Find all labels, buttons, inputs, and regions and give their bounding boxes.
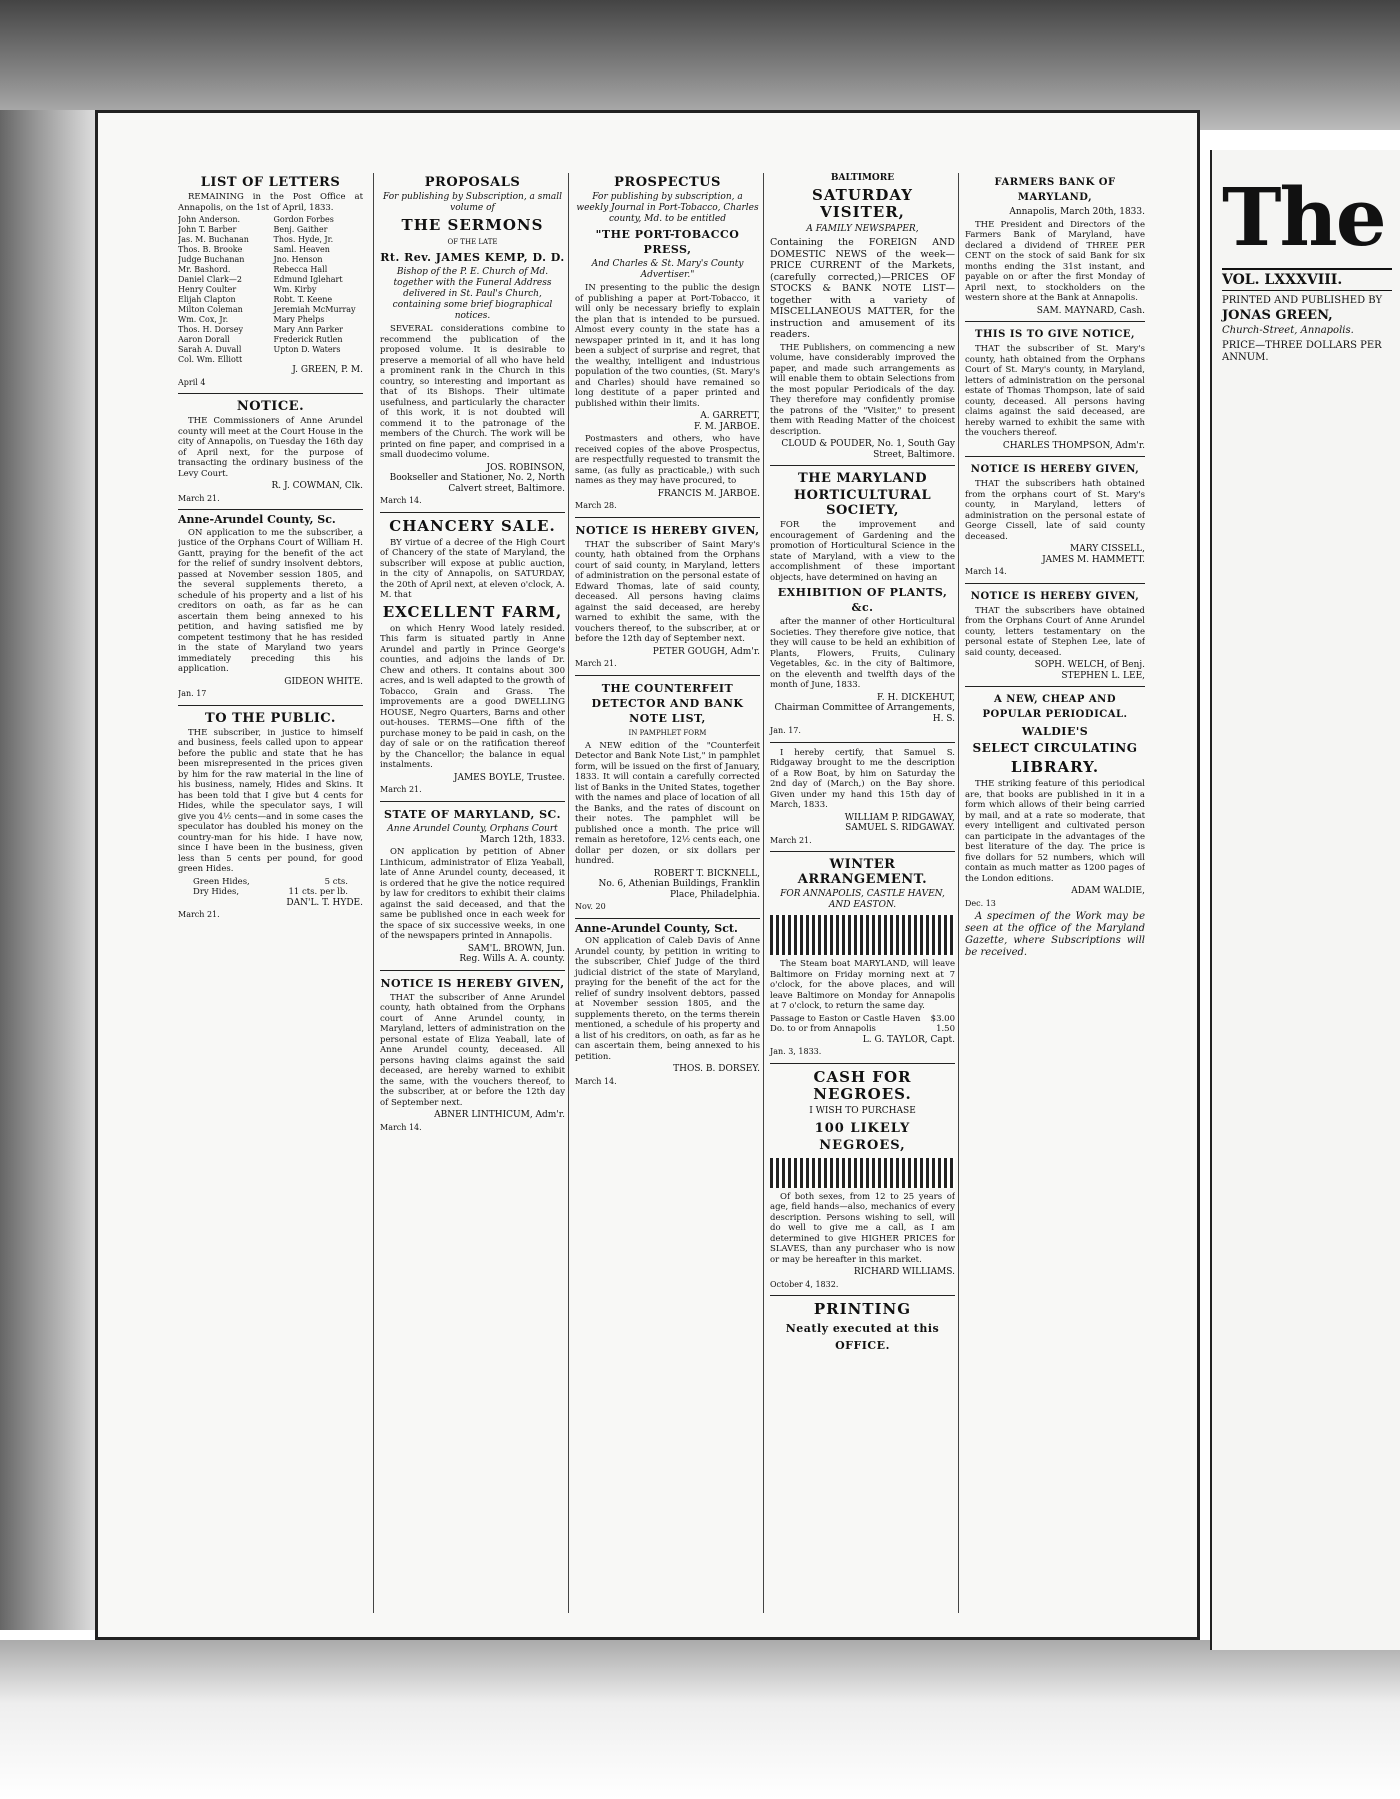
list-item: Jeremiah McMurray [273,305,356,314]
list-item: Daniel Clark—2 [178,275,242,284]
list-item: Upton D. Waters [273,345,341,354]
waldie-heading-2: SELECT CIRCULATING [972,741,1138,755]
notice-signature: SOPH. WELCH, of Benj. [1034,660,1145,670]
printing-office: OFFICE. [835,1339,890,1352]
state-signature: SAM'L. BROWN, Jun. [467,943,565,954]
list-item: Col. Wm. Elliott [178,355,243,364]
county-signature: THOS. B. DORSEY. [673,1064,760,1074]
list-item: Thos. H. Dorsey [178,325,243,334]
proposals-signature-2: Bookseller and Stationer, No. 2, North Calvert street, Baltimore. [389,473,565,494]
winter-date: Jan. 3, 1833. [770,1047,822,1056]
list-item: Mary Ann Parker [273,325,343,334]
prospectus-title-sub: And Charles & St. Mary's County Advertiser." [591,259,744,280]
list-item: Edmund Iglehart [273,275,343,284]
county-heading: Anne-Arundel County, Sc. [178,513,336,526]
steamboat-illustration [770,915,955,955]
list-item: Jno. Henson [273,255,323,264]
book-spine-edge [0,110,95,1630]
notice-signature: R. J. COWMAN, Clk. [271,481,363,491]
cash-date: October 4, 1832. [770,1279,839,1289]
scan-background-bottom [0,1640,1400,1799]
farm-text: on which Henry Wood lately resided. This farm is situated partly in Anne Arundel and partly in Prince George's counties, and adjoins the lands of Dr. Chew and others. It contains about 300 acres, and is well adapted to the growth of Tobacco, Grain and Grass. The improvements are a good DWELLING HOUSE, Negro Quarters, Barns and other out-houses. TERMS—One fifth of the purchase money to be paid in cash, on the day of sale or on the ratification thereof by the Chancellor; the balance in equal instalments. [380,623,565,770]
notice-text: THAT the subscribers hath obtained from the orphans court of St. Mary's county, in Maryland, letters of administration on the personal estate of George Cissell, late of said county deceased. [965,479,1145,542]
notice-signature-2: STEPHEN L. LEE, [1061,670,1145,681]
exhibition-date: Jan. 17. [770,726,801,735]
notice-text: THE Commissioners of Anne Arundel county will meet at the Court House in the city of Annapolis, on Tuesday the 16th day of April next, for the purpose of transacting the ordinary business of the Levy Court. [178,416,363,479]
detector-signature: ROBERT T. BICKNELL, [653,868,760,879]
advert-illustration [770,1158,955,1188]
detector-date: Nov. 20 [575,902,606,911]
price-label: Green Hides, [193,876,250,887]
list-item: Benj. Gaither [273,225,328,234]
county-date: Jan. 17 [178,689,207,698]
list-item: John T. Barber [178,225,237,234]
exhibition-heading: EXHIBITION OF PLANTS, &c. [777,586,948,614]
sermons-title: THE SERMONS [401,216,544,234]
list-item: Thos. B. Brooke [178,245,243,254]
list-item: Saml. Heaven [273,245,330,254]
waldie-text: THE striking feature of this periodical are, that books are published in it in a form which allows of their being carried by mail, and at a rate so moderate, that every intelligent and cultivated person can participate in the advantages of the best literature of the day. The price is five dollars for 52 numbers, which will contain as much matter as 1200 pages of the London editions. [965,779,1145,884]
list-item: Judge Buchanan [178,255,245,264]
waldie-signature: ADAM WALDIE, [1071,886,1145,896]
proposals-signature: JOS. ROBINSON, [486,462,565,473]
farm-heading: EXCELLENT FARM, [382,602,563,621]
waldie-heading-3: LIBRARY. [1010,758,1100,776]
prospectus-signature: A. GARRETT, [700,411,760,421]
county-signature: GIDEON WHITE. [284,676,363,687]
bishop-name: Rt. Rev. JAMES KEMP, D. D. [380,251,565,264]
detector-text: A NEW edition of the "Counterfeit Detector and Bank Note List," in pamphlet form, will be issued on the first of January, 1833. It will contain a carefully corrected list of Banks in the United States, together with the names and place of location of all the Banks, and the rates of discount on their notes. The pamphlet will be published once a month. The price will remain as heretofore, 12½ cents each, one dollar per dozen, or six dollars per hundred. [575,740,760,866]
horticultural-heading-2: HORTICULTURAL SOCIETY, [793,488,932,518]
fare-value: $3.00 [930,1013,955,1024]
list-item: Gordon Forbes [273,215,334,224]
list-item: Mr. Bashord. [178,265,231,274]
printing-heading: PRINTING [813,1300,912,1318]
list-item: Jas. M. Buchanan [178,235,249,244]
list-item: Aaron Dorall [178,335,230,344]
farm-signature: JAMES BOYLE, Trustee. [453,772,565,783]
notice-date: March 14. [380,1122,422,1132]
chancery-text: BY virtue of a decree of the High Court of Chancery of the state of Maryland, the subscriber will expose at public auction, in the city of Annapolis, on SATURDAY, the 20th of April next, at eleven o'clock, A. M. that [380,537,565,600]
cash-text: Of both sexes, from 12 to 25 years of age, field hands—also, mechanics of every description. Persons wishing to sell, will do well to give me a call, as I am determined to give HIGHER PRICES for SLAVES, than any purchaser who is now or may be hereafter in this market. [770,1191,955,1265]
waldie-date: Dec. 13 [965,898,996,908]
exhibition-signature-2: Chairman Committee of Arrangements, H. S. [774,703,955,724]
public-date: March 21. [178,910,220,919]
ridgaway-signature-2: SAMUEL S. RIDGAWAY. [845,823,955,833]
cash-sub: I WISH TO PURCHASE [809,1105,916,1116]
fare-label: Do. to or from Annapolis [770,1024,876,1034]
detector-signature-2: No. 6, Athenian Buildings, Franklin Place, Philadelphia. [598,879,760,900]
letters-list [178,215,363,365]
subscription-price: PRICE—THREE DOLLARS PER ANNUM. [1222,340,1382,363]
letters-heading: LIST OF LETTERS [200,175,341,190]
fare-label: Passage to Easton or Castle Haven [770,1013,921,1024]
winter-text: The Steam boat MARYLAND, will leave Baltimore on Friday morning next at 7 o'clock, for the above places, and will leave Baltimore on Monday for Annapolis at 7 o'clock, to return the same day. [770,959,955,1011]
specimen-note: A specimen of the Work may be seen at the office of the Maryland Gazette, where Subscriptions will be received. [965,911,1145,958]
printed-by: PRINTED AND PUBLISHED BY [1222,295,1383,306]
county-heading: Anne-Arundel County, Sct. [575,921,738,935]
list-item: Thos. Hyde, Jr. [273,235,334,244]
list-item: John Anderson. [178,215,241,224]
column-1 [178,173,363,1613]
list-item: Milton Coleman [178,305,243,314]
public-heading: TO THE PUBLIC. [205,710,336,726]
list-item: Rebecca Hall [273,265,328,274]
list-item: Wm. Kirby [273,285,317,294]
bank-heading: FARMERS BANK OF MARYLAND, [994,177,1116,203]
horticultural-heading: THE MARYLAND [798,471,927,486]
price-row [178,887,363,898]
notice-signature-2: JAMES M. HAMMETT. [1042,554,1145,565]
column-3 [568,173,760,1613]
newspaper-sheet [95,110,1200,1640]
list-item: Robt. T. Keene [273,295,333,304]
ridgaway-signature: WILLIAM P. RIDGAWAY, [844,812,955,823]
prospectus-note-date: March 28. [575,501,617,510]
cash-signature: RICHARD WILLIAMS. [853,1267,955,1277]
visiter-text: THE Publishers, on commencing a new volume, have considerably improved the paper, and made such arrangements as will enable them to obtain Selections from the most popular Periodicals of the day. They therefore may confidently promise the patrons of the "Visiter," to present them with Reading Matter of the choicest description. [770,342,955,437]
notice-signature: CHARLES THOMPSON, Adm'r. [1002,440,1145,451]
fare-row [770,1024,955,1035]
notice-date: March 21. [178,493,220,503]
price-value: 11 cts. per lb. [288,887,348,897]
notice-signature: PETER GOUGH, Adm'r. [652,646,760,657]
proposals-heading: PROPOSALS [424,175,521,190]
ridgaway-text: I hereby certify, that Samuel S. Ridgaway brought to me the description of a Row Boat, by him on Saturday the 2nd day of (March,) on the Bay shore. Given under my hand this 15th day of March, 1833. [770,747,955,810]
notice-text: THAT the subscriber of St. Mary's county, hath obtained from the Orphans Court of St. Mary's county, in Maryland, letters of administration on the personal estate of Thomas Thompson, late of said county, deceased. All persons having claims against the said deceased, are hereby warned to exhibit the same with the vouchers thereof. [965,344,1145,438]
of-the-late: OF THE LATE [447,238,498,246]
notice-date: March 21. [575,659,617,668]
notice-heading: THIS IS TO GIVE NOTICE, [975,329,1135,340]
printer-address: Church-Street, Annapolis. [1222,325,1354,336]
county-text: ON application to me the subscriber, a justice of the Orphans Court of William H. Gantt, praying for the benefit of the act for the relief of sundry insolvent debtors, passed at November session 1805, and the several supplements thereto, a schedule of his property and a list of his creditors on oath, as far as he can ascertain them being annexed to his petition, and having satisfied me by competent testimony that he has resided in the state of Maryland two years immediately preceding this his application. [178,527,363,674]
cash-big: 100 LIKELY NEGROES, [814,1120,911,1153]
column-4 [763,173,955,1613]
list-item: Sarah A. Duvall [178,345,242,354]
printer-name: JONAS GREEN, [1222,308,1333,323]
winter-heading: WINTER ARRANGEMENT. [797,857,928,887]
state-heading: STATE OF MARYLAND, SC. [384,807,561,821]
masthead-title: The [1222,170,1385,264]
prospectus-title: "THE PORT-TOBACCO PRESS, [595,228,740,256]
notice-heading: NOTICE IS HEREBY GIVEN, [970,590,1140,602]
ridgaway-date: March 21. [770,835,812,845]
horticultural-text: FOR the improvement and encouragement of Gardening and the promotion of Horticultural Science in the state of Maryland, with a view to the accomplishment of these important objects, have determined on having an [770,520,955,583]
prospectus-signature-2: F. M. JARBOE. [694,421,760,432]
printing-line: Neatly executed at this [785,1322,940,1335]
state-sub: Anne Arundel County, Orphans Court [387,823,558,834]
cash-heading: CASH FOR NEGROES. [813,1067,912,1103]
fare-row [770,1014,955,1025]
state-text: ON application by petition of Abner Linthicum, administrator of Eliza Yeaball, late of Anne Arundel county, deceased, it is ordered that he give the notice required by law for creditors to exhibit their claims against the said deceased, and that the same be published once in each week for the space of six successive weeks, in one of the newspapers printed in Annapolis. [380,847,565,941]
winter-signature: L. G. TAYLOR, Capt. [862,1034,955,1045]
public-text: THE subscriber, in justice to himself and business, feels called upon to appear before the public and state that he has been misrepresented in the prices given by him for the raw material in the line of his business, namely, Hides and Skins. It has been told that I give but 4 cents for Hides, while the speculator says, I will give you 4½ cents—and in some cases the speculator has doubled his money on the country-man for his hide. I have now, since I have been in the business, given less than 5 cents per pound, for good green Hides. [178,727,363,874]
postmaster-signature: J. GREEN, P. M. [292,365,363,375]
waldie-heading: WALDIE'S [1021,725,1089,738]
notice-heading: NOTICE. [236,399,305,414]
notice-date: March 14. [965,567,1007,576]
list-item: Frederick Rutlen [273,335,343,344]
notice-text: THAT the subscriber of Saint Mary's county, hath obtained from the Orphans court of said county, in Maryland, letters of administration on the personal estate of Edward Thomas, late of said county, deceased. All persons having claims against the said deceased, are hereby warned to exhibit the same, with the vouchers thereof, to the subscriber, at or before the 12th day of September next. [575,539,760,644]
bishop-sub: Bishop of the P. E. Church of Md. together with the Funeral Address delivered in St. Paul's Church, containing some brief biographical notices. [392,267,553,321]
letters-intro: REMAINING in the Post Office at Annapolis, on the 1st of April, 1833. [178,192,363,213]
notice-signature: ABNER LINTHICUM, Adm'r. [434,1110,565,1120]
column-2 [373,173,565,1613]
list-item: Wm. Cox, Jr. [178,315,229,324]
farm-date: March 21. [380,785,422,794]
notice-text: THAT the subscriber of Anne Arundel county, hath obtained from the Orphans court of Anne Arundel county, in Maryland, letters of administration on the personal estate of Eliza Yeaball, late of Anne Arundel county, deceased. All persons having claims against the said deceased, are hereby warned to exhibit the same, with the vouchers thereof, to the subscriber, at or before the 12th day of September next. [380,992,565,1108]
exhibition-text: after the manner of other Horticultural Societies. They therefore give notice, that they will cause to be held an exhibition of Plants, Flowers, Fruits, Culinary Vegetables, &c. in the city of Baltimore, on the eleventh and twelfth days of the month of June, 1833. [770,617,955,690]
state-signature-2: Reg. Wills A. A. county. [459,954,565,964]
notice-signature: MARY CISSELL, [1069,544,1145,554]
periodical-heading: A NEW, CHEAP AND POPULAR PERIODICAL. [982,694,1128,720]
prospectus-note: Postmasters and others, who have received copies of the above Prospectus, are respectfully requested to transmit the same, (as fully as practicable,) with such names as they may have procured, to [575,434,760,486]
list-item: Elijah Clapton [178,295,236,304]
proposals-text: SEVERAL considerations combine to recommend the publication of the proposed volume. It is desirable to preserve a memorial of all who have held a prominent rank in the Church in this country, so interesting and important as that of its Bishops. Their ultimate usefulness, and particularly the character of this work, it is not doubted will commend it to the patronage of the members of the Church. The work will be printed on fine paper, and comprised in a small duodecimo volume. [380,324,565,460]
notice-heading: NOTICE IS HEREBY GIVEN, [970,464,1140,475]
state-date: March 12th, 1833. [480,834,565,845]
prospectus-text: IN presenting to the public the design of publishing a paper at Port-Tobacco, it will only be necessary briefly to explain the plan that is intended to be pursued. Almost every county in the state has a newspaper printed in it, and it has long been a subject of surprise and regret, that the wealthy, intelligent and industrious population of the two counties, (St. Mary's and Charles) should have remained so long destitute of a paper printed and published within their limits. [575,283,760,409]
winter-sub: FOR ANNAPOLIS, CASTLE HAVEN, AND EASTON. [780,889,945,910]
county-text: ON application of Caleb Davis of Anne Arundel county, by petition in writing to the subscriber, Chief Judge of the third judicial district of the state of Maryland, praying for the benefit of the act for the relief of sundry insolvent debtors, passed at November session 1805, and the supplements thereto, on the terms therein mentioned, a schedule of his property and a list of his creditors, on oath, as far as he can ascertain them, being annexed to his petition. [575,936,760,1062]
detector-heading: THE COUNTERFEIT DETECTOR AND BANK NOTE LIST, [591,681,744,725]
price-label: Dry Hides, [193,887,240,897]
detector-sub: IN PAMPHLET FORM [628,728,707,737]
notice-heading: NOTICE IS HEREBY GIVEN, [380,976,565,990]
list-item: Henry Coulter [178,285,237,294]
prospectus-heading: PROSPECTUS [614,175,721,190]
visiter-description: Containing the FOREIGN AND DOMESTIC NEWS of the week—PRICE CURRENT of the Markets, (carefully corrected,)—PRICES OF STOCKS & BANK NOTE LIST—together with a variety of MISCELLANEOUS MATTER, for the instruction and amusement of its readers. [770,237,955,340]
visiter-sub: A FAMILY NEWSPAPER, [806,224,919,234]
volume-number: VOL. LXXXVIII. [1222,268,1392,291]
public-signature: DAN'L. T. HYDE. [286,897,363,908]
fare-value: 1.50 [936,1024,955,1034]
exhibition-signature: F. H. DICKEHUT, [876,692,955,703]
column-5 [958,173,1145,1613]
list-item: Mary Phelps [273,315,325,324]
notice-heading: NOTICE IS HEREBY GIVEN, [575,523,760,537]
bank-signature: SAM. MAYNARD, Cash. [1036,305,1145,316]
price-row [178,877,363,888]
prospectus-sub: For publishing by subscription, a weekly Journal in Port-Tobacco, Charles county, Md. to be entitled [576,192,759,224]
price-value: 5 cts. [324,876,348,887]
bank-date: Annapolis, March 20th, 1833. [1009,207,1145,217]
facing-page-masthead [1210,150,1400,1650]
visiter-city: BALTIMORE [830,173,895,183]
bank-text: THE President and Directors of the Farmers Bank of Maryland, have declared a dividend of THREE PER CENT on the stock of said Bank for six months ending the 31st instant, and payable on or after the first Monday of April next, to stockholders on the western shore at the Bank at Annapolis. [965,219,1145,303]
visiter-title: SATURDAY VISITER, [812,186,913,221]
postmaster-date: April 4 [178,377,206,387]
county-date: March 14. [575,1076,617,1086]
chancery-heading: CHANCERY SALE. [389,516,556,535]
visiter-signature: CLOUD & POUDER, No. 1, South Gay Street, Baltimore. [781,439,955,460]
notice-text: THAT the subscribers have obtained from the Orphans Court of Anne Arundel county, letters testamentary on the personal estate of Stephen Lee, late of said county, deceased. [965,605,1145,658]
proposals-sub: For publishing by Subscription, a small volume of [382,192,563,213]
proposals-date: March 14. [380,496,422,505]
prospectus-note-signature: FRANCIS M. JARBOE. [657,488,760,499]
